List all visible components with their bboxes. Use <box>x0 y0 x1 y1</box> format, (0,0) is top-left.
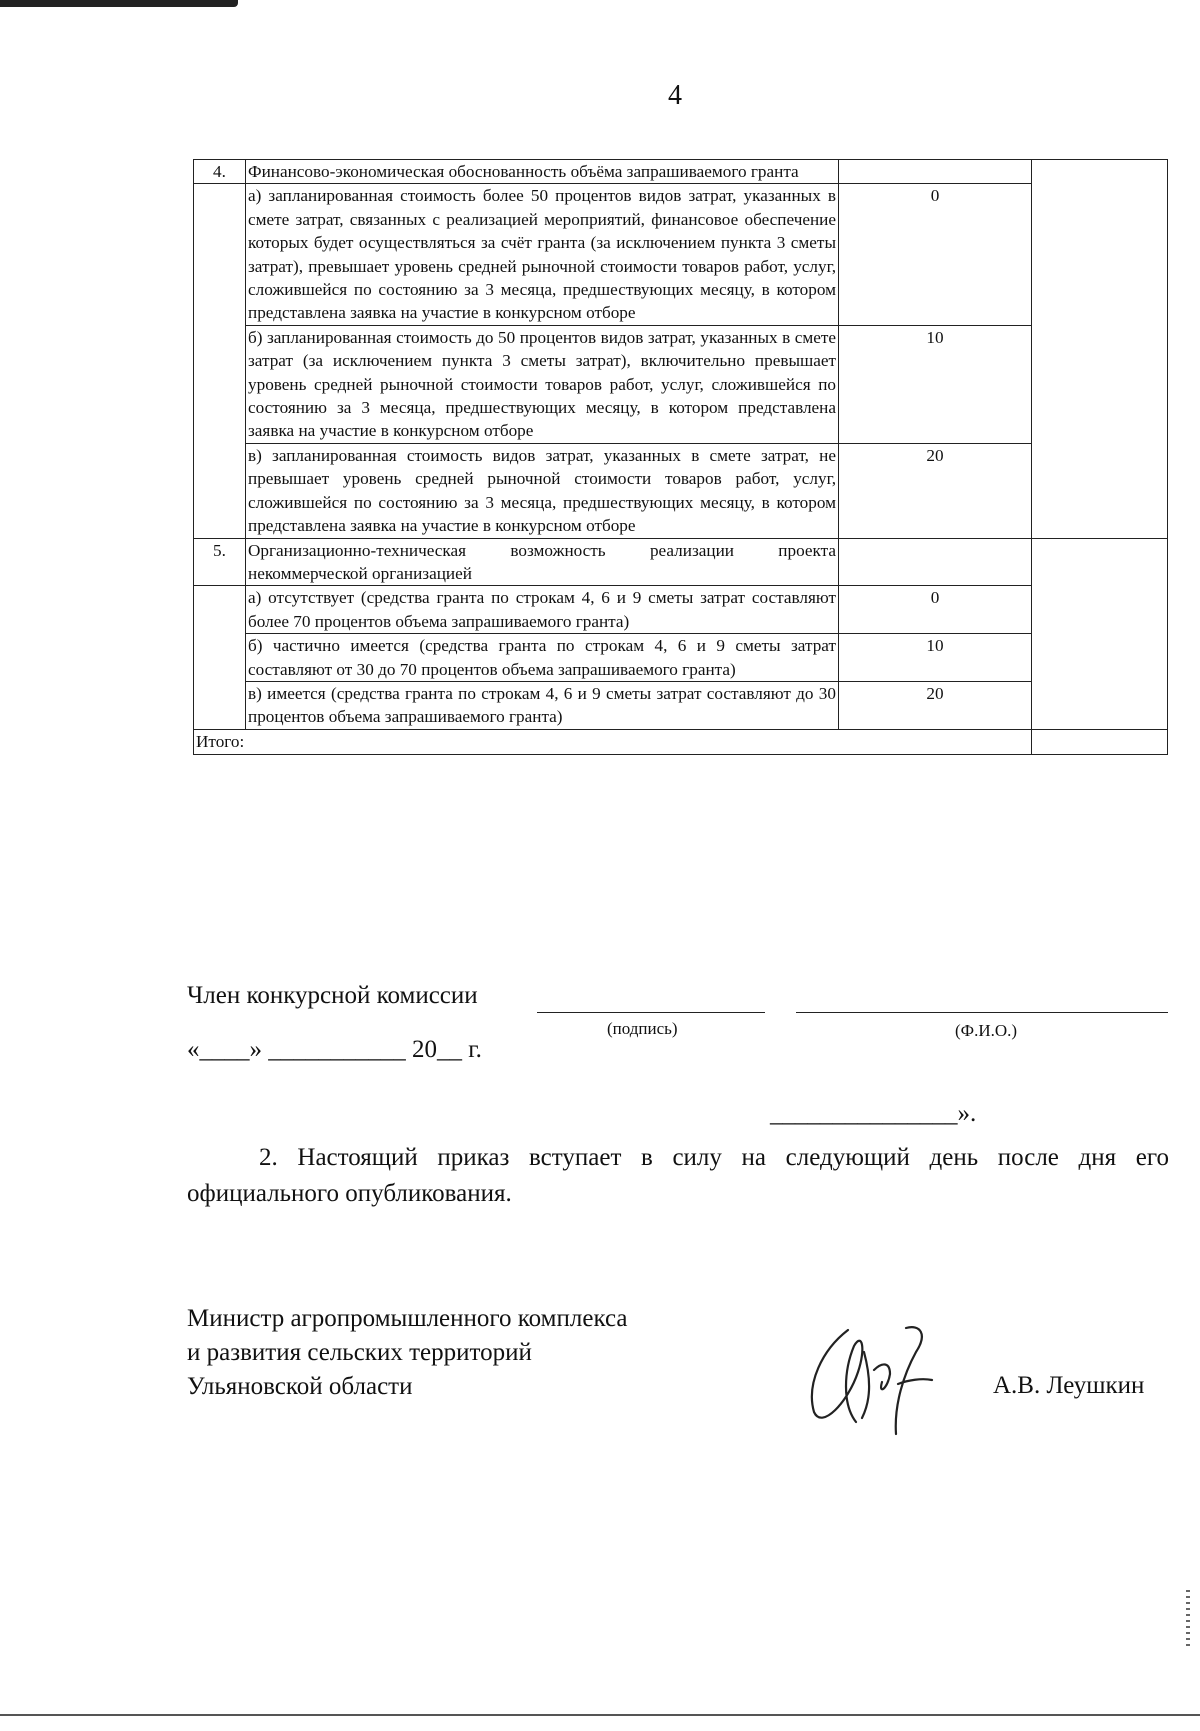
table-row <box>194 443 1168 538</box>
table-row <box>194 538 1168 586</box>
score-cell: 20 <box>839 443 1032 538</box>
criterion-text: в) имеется (средства гранта по строкам 4, 6 и 9 сметы затрат составляют до 30 процентов объема запрашиваемого гранта) <box>246 681 839 729</box>
criterion-text: б) запланированная стоимость до 50 процентов видов затрат, указанных в смете затрат (за исключением пункта 3 сметы затрат), включительно превышает уровень средней рыночной стоимости товаров работ, услуг, сложившейся по состоянию за 3 месяца, предшествующих месяцу, в котором представлена заявка на участие в конкурсном отборе <box>246 325 839 443</box>
scan-edge-mark <box>0 0 238 7</box>
criteria-table <box>193 159 1168 755</box>
criterion-text: в) запланированная стоимость видов затрат, указанных в смете затрат, не превышает уровень средней рыночной стоимости товаров работ, услуг, сложившейся по состоянию за 3 месяца, предшествующих месяцу, в котором представлена заявка на участие в конкурсном отборе <box>246 443 839 538</box>
total-value-cell <box>1032 729 1168 754</box>
criterion-text: Организационно-техническая возможность реализации проекта некоммерческой организацией <box>246 538 839 586</box>
score-cell: 0 <box>839 184 1032 325</box>
empty-cell <box>194 184 246 538</box>
table-row <box>194 184 1168 325</box>
criterion-text: а) запланированная стоимость более 50 процентов видов затрат, указанных в смете затрат, связанных с реализацией мероприятий, финансовое обеспечение которых будет осуществляться за счёт гранта (за исключением пункта 3 сметы затрат), превышает уровень средней рыночной стоимости товаров работ, услуг, сложившейся по состоянию за 3 месяца, предшествующих месяцу, в котором представлена заявка на участие в конкурсном отборе <box>246 184 839 325</box>
empty-cell <box>1032 538 1168 729</box>
scan-artifact-dots <box>1186 1590 1190 1650</box>
score-cell: 0 <box>839 586 1032 634</box>
score-cell <box>839 538 1032 586</box>
effective-date-paragraph: 2. Настоящий приказ вступает в силу на следующий день после дня его официального опубликования. <box>187 1144 1169 1207</box>
commission-member-label: Член конкурсной комиссии <box>187 982 478 1009</box>
score-cell: 10 <box>839 634 1032 682</box>
table-row <box>194 160 1168 184</box>
criterion-number: 4. <box>194 160 246 184</box>
table-row <box>194 325 1168 443</box>
total-label: Итого: <box>194 729 1032 754</box>
empty-cell <box>1032 160 1168 539</box>
score-cell <box>839 160 1032 184</box>
signature-caption: (подпись) <box>607 1019 678 1038</box>
criterion-text: б) частично имеется (средства гранта по строкам 4, 6 и 9 сметы затрат составляют от 30 до 70 процентов объема запрашиваемого гранта) <box>246 634 839 682</box>
table-row <box>194 634 1168 682</box>
minister-title-line: и развития сельских территорий <box>187 1339 532 1366</box>
signature-blank-line <box>537 1012 765 1013</box>
minister-title-line: Министр агропромышленного комплекса <box>187 1305 628 1332</box>
fio-caption: (Ф.И.О.) <box>955 1021 1018 1040</box>
total-row <box>194 729 1168 754</box>
page-number: 4 <box>668 80 682 111</box>
empty-cell <box>194 586 246 729</box>
table-row <box>194 681 1168 729</box>
criterion-text: Финансово-экономическая обоснованность объёма запрашиваемого гранта <box>246 160 839 184</box>
date-line: «____» ___________ 20__ г. <box>187 1036 482 1063</box>
score-cell: 20 <box>839 681 1032 729</box>
closing-quote-mark: _______________». <box>770 1100 977 1127</box>
handwritten-signature <box>804 1322 954 1437</box>
fio-blank-line <box>796 1012 1168 1013</box>
minister-title-line: Ульяновской области <box>187 1373 413 1400</box>
scan-edge-line <box>0 1714 1200 1716</box>
criterion-text: а) отсутствует (средства гранта по строкам 4, 6 и 9 сметы затрат составляют более 70 процентов объема запрашиваемого гранта) <box>246 586 839 634</box>
signer-name: А.В. Леушкин <box>993 1372 1145 1399</box>
table-row <box>194 586 1168 634</box>
score-cell: 10 <box>839 325 1032 443</box>
criterion-number: 5. <box>194 538 246 586</box>
minister-title <box>187 1302 627 1404</box>
